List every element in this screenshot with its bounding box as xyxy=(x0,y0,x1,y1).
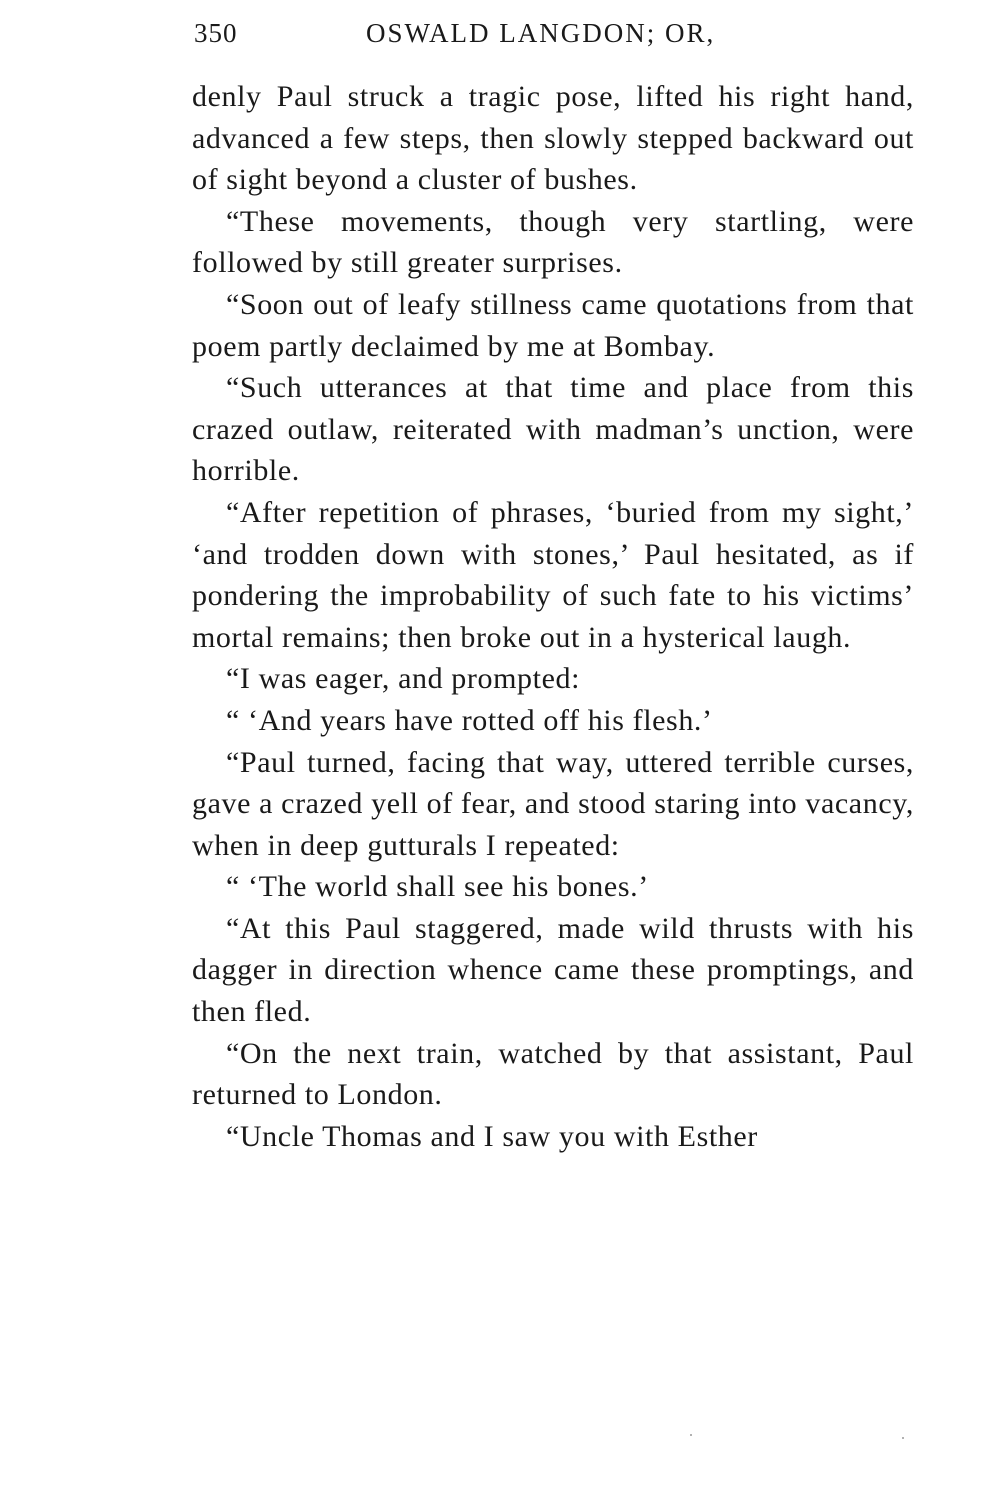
running-head xyxy=(194,18,914,58)
paragraph: “After repetition of phrases, ‘buried from my sight,’ ‘and trodden down with stones,’ Paul hesitated, as if pondering the improbability of such fate to his victims’ mortal remains; then broke out in a hysterical laugh. xyxy=(192,495,914,654)
paragraph: “At this Paul staggered, made wild thrusts with his dagger in direction whence came these promptings, and then fled. xyxy=(192,911,914,1029)
quoted-line: “ ‘And years have rotted off his flesh.’ xyxy=(226,703,713,737)
paragraph-continued: denly Paul struck a tragic pose, lifted his right hand, advanced a few steps, then slowly stepped backward out of sight beyond a cluster of bushes. xyxy=(192,80,914,197)
body-text xyxy=(192,76,914,1157)
paper-speck xyxy=(902,1437,904,1439)
paper-speck xyxy=(690,1434,692,1436)
paragraph: “I was eager, and prompted: xyxy=(226,662,581,696)
paragraph: “On the next train, watched by that assistant, Paul returned to London. xyxy=(192,1036,914,1112)
paragraph-truncated: “Uncle Thomas and I saw you with Esther xyxy=(226,1119,758,1153)
running-title: OSWALD LANGDON; OR, xyxy=(366,18,716,48)
quoted-line: “ ‘The world shall see his bones.’ xyxy=(226,870,649,904)
page-number: 350 xyxy=(194,18,238,48)
paragraph: “These movements, though very startling, were followed by still greater surprises. xyxy=(192,204,914,280)
paragraph: “Such utterances at that time and place from this crazed outlaw, reiterated with madman’s unction, were horrible. xyxy=(192,371,914,488)
paper-specks xyxy=(690,1434,910,1440)
paragraph: “Paul turned, facing that way, uttered terrible curses, gave a crazed yell of fear, and stood staring into vacancy, when in deep gutturals I repeated: xyxy=(192,745,914,862)
paragraph: “Soon out of leafy stillness came quotations from that poem partly declaimed by me at Bombay. xyxy=(192,287,914,363)
